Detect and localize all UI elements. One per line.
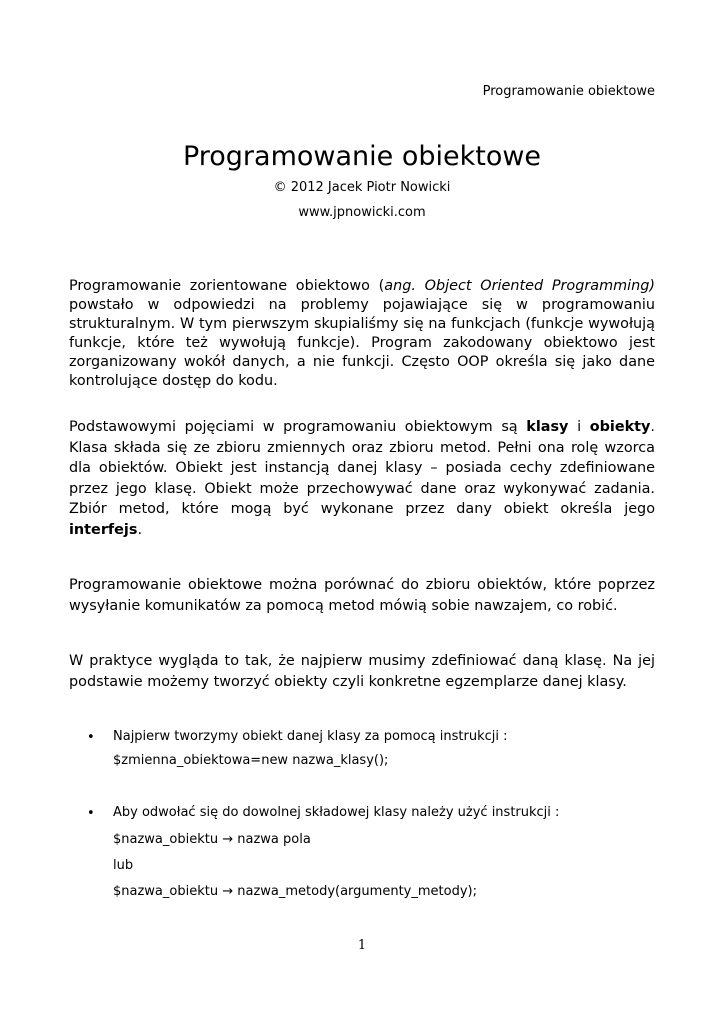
italic-term: ang. Object Oriented Programming): [384, 278, 655, 294]
running-header: Programowanie obiektowe: [482, 84, 655, 99]
paragraph-text: powstało w odpowiedzi na problemy pojawiające się w programowaniu strukturalnym. W tym pierwszym skupialiśmy się na funkcjach (funkcje wywołują funkcje, które też wywołują funkcje). Program zakodowany obiektowo jest zorganizowany wokół danych, a nie funkcji. Często OOP określa się jako dane kontrolujące dostęp do kodu.: [69, 297, 655, 389]
copyright-line: © 2012 Jacek Piotr Nowicki: [273, 180, 451, 195]
paragraph-intro: [69, 277, 655, 391]
bold-term-interface: interfejs: [69, 521, 138, 538]
paragraph-concepts: [69, 417, 655, 541]
paragraph-practice: W praktyce wygląda to tak, że najpierw musimy zdefiniować daną klasę. Na jej podstawie możemy tworzyć obiekty czyli konkretne egzemplarze danej klasy.: [69, 653, 655, 690]
paragraph-text: . Klasa składa się ze zbioru zmiennych oraz zbioru metod. Pełni ona rolę wzorca dla obiektów. Obiekt jest instancją danej klasy – posiada cechy zdefiniowane przez jego klasę. Obiekt może przechowywać dane oraz wykonywać zadania. Zbiór metod, które mogą być wykonane przez dany obiekt określa jego: [69, 419, 655, 518]
bullet-icon: •: [87, 730, 95, 745]
paragraph-text: .: [137, 521, 143, 538]
page-number: 1: [357, 938, 367, 953]
paragraph-text: Programowanie zorientowane obiektowo (: [69, 278, 385, 294]
code-line: $zmienna_obiektowa=new nazwa_klasy();: [113, 753, 389, 768]
list-item-text: Najpierw tworzymy obiekt danej klasy za pomocą instrukcji :: [113, 729, 508, 744]
code-line: $nazwa_obiektu → nazwa pola: [113, 832, 311, 847]
list-item-text: Aby odwołać się do dowolnej składowej klasy należy użyć instrukcji :: [113, 805, 560, 820]
document-title: Programowanie obiektowe: [182, 141, 542, 172]
code-line: $nazwa_obiektu → nazwa_metody(argumenty_metody);: [113, 884, 477, 899]
list-item-text: lub: [113, 858, 134, 873]
paragraph-text: Podstawowymi pojęciami w programowaniu obiektowym są: [69, 419, 527, 435]
paragraph-text: i: [568, 419, 590, 435]
bold-term-classes: klasy: [526, 419, 569, 435]
bullet-icon: •: [87, 806, 95, 821]
website-line: www.jpnowicki.com: [298, 205, 426, 220]
bold-term-objects: obiekty: [589, 419, 651, 435]
paragraph-comparison: Programowanie obiektowe można porównać do zbioru obiektów, które poprzez wysyłanie komunikatów za pomocą metod mówią sobie nawzajem, co robić.: [69, 577, 655, 614]
